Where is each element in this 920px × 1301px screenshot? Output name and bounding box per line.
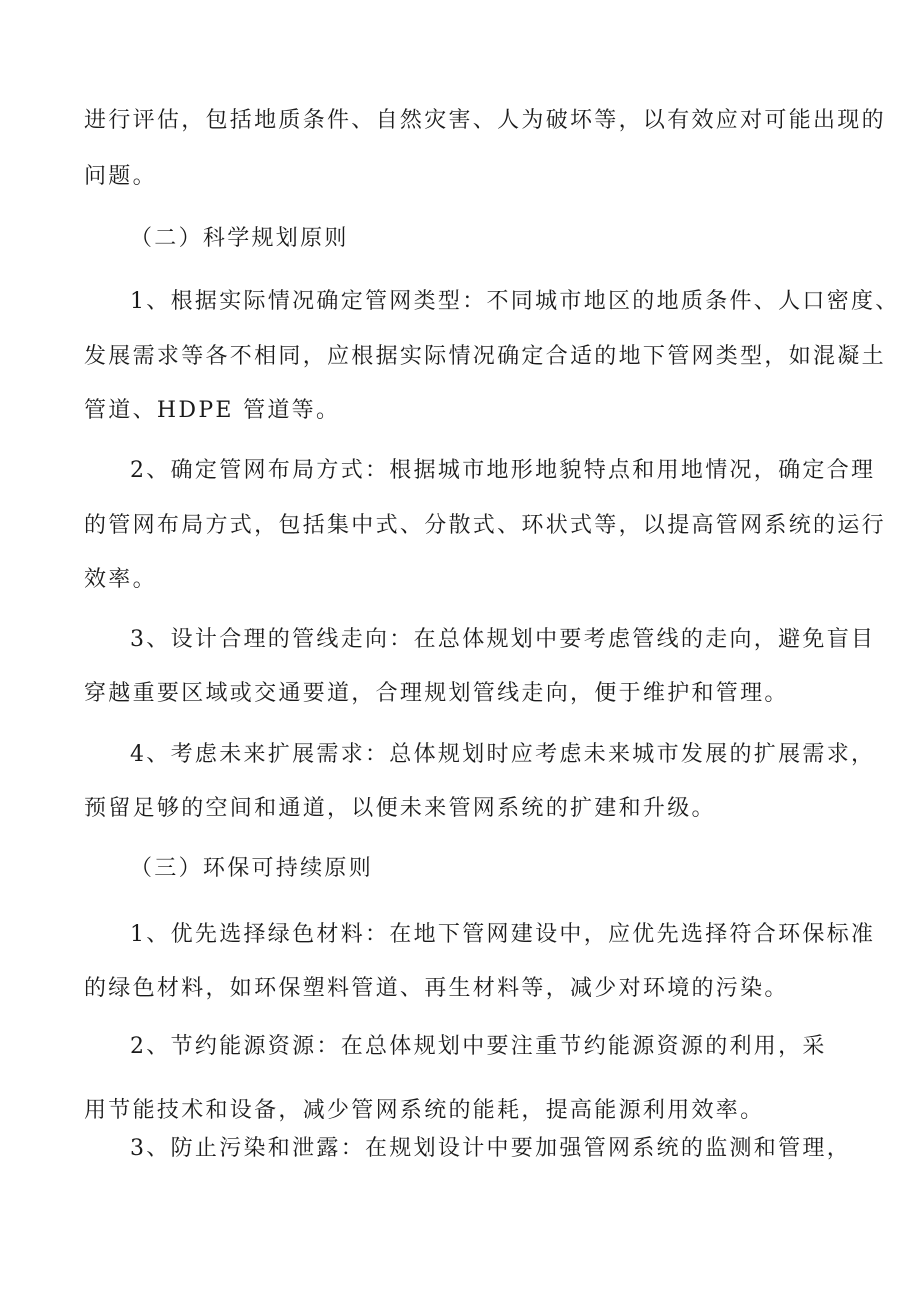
paragraph-line: 3、防止污染和泄露：在规划设计中要加强管网系统的监测和管理， [130, 1136, 851, 1161]
section-heading: （三）环保可持续原则 [130, 856, 374, 881]
paragraph-line: 1、根据实际情况确定管网类型：不同城市地区的地质条件、人口密度、 [130, 289, 900, 314]
paragraph-line: 的管网布局方式，包括集中式、分散式、环状式等，以提高管网系统的运行 [84, 513, 886, 538]
paragraph-line: 预留足够的空间和通道，以便未来管网系统的扩建和升级。 [84, 796, 716, 821]
paragraph-line: 效率。 [84, 567, 157, 592]
paragraph-line: 1、优先选择绿色材料：在地下管网建设中，应优先选择符合环保标准 [130, 922, 876, 947]
paragraph-line: 穿越重要区域或交通要道，合理规划管线走向，便于维护和管理。 [84, 681, 789, 706]
paragraph-line: 用节能技术和设备，减少管网系统的能耗，提高能源利用效率。 [84, 1098, 765, 1123]
paragraph-line: 4、考虑未来扩展需求：总体规划时应考虑未来城市发展的扩展需求， [130, 742, 876, 767]
paragraph-line: 管道、HDPE 管道等。 [84, 398, 341, 423]
paragraph-line: 进行评估，包括地质条件、自然灾害、人为破坏等，以有效应对可能出现的 [84, 108, 886, 133]
paragraph-line: 2、节约能源资源：在总体规划中要注重节约能源资源的利用，采 [130, 1034, 827, 1059]
paragraph-line: 2、确定管网布局方式：根据城市地形地貌特点和用地情况，确定合理 [130, 458, 876, 483]
paragraph-line: 的绿色材料，如环保塑料管道、再生材料等，减少对环境的污染。 [84, 976, 789, 1001]
paragraph-line: 发展需求等各不相同，应根据实际情况确定合适的地下管网类型，如混凝土 [84, 344, 886, 369]
section-heading: （二）科学规划原则 [130, 226, 349, 251]
paragraph-line: 3、设计合理的管线走向：在总体规划中要考虑管线的走向，避免盲目 [130, 627, 876, 652]
paragraph-line: 问题。 [84, 164, 157, 189]
